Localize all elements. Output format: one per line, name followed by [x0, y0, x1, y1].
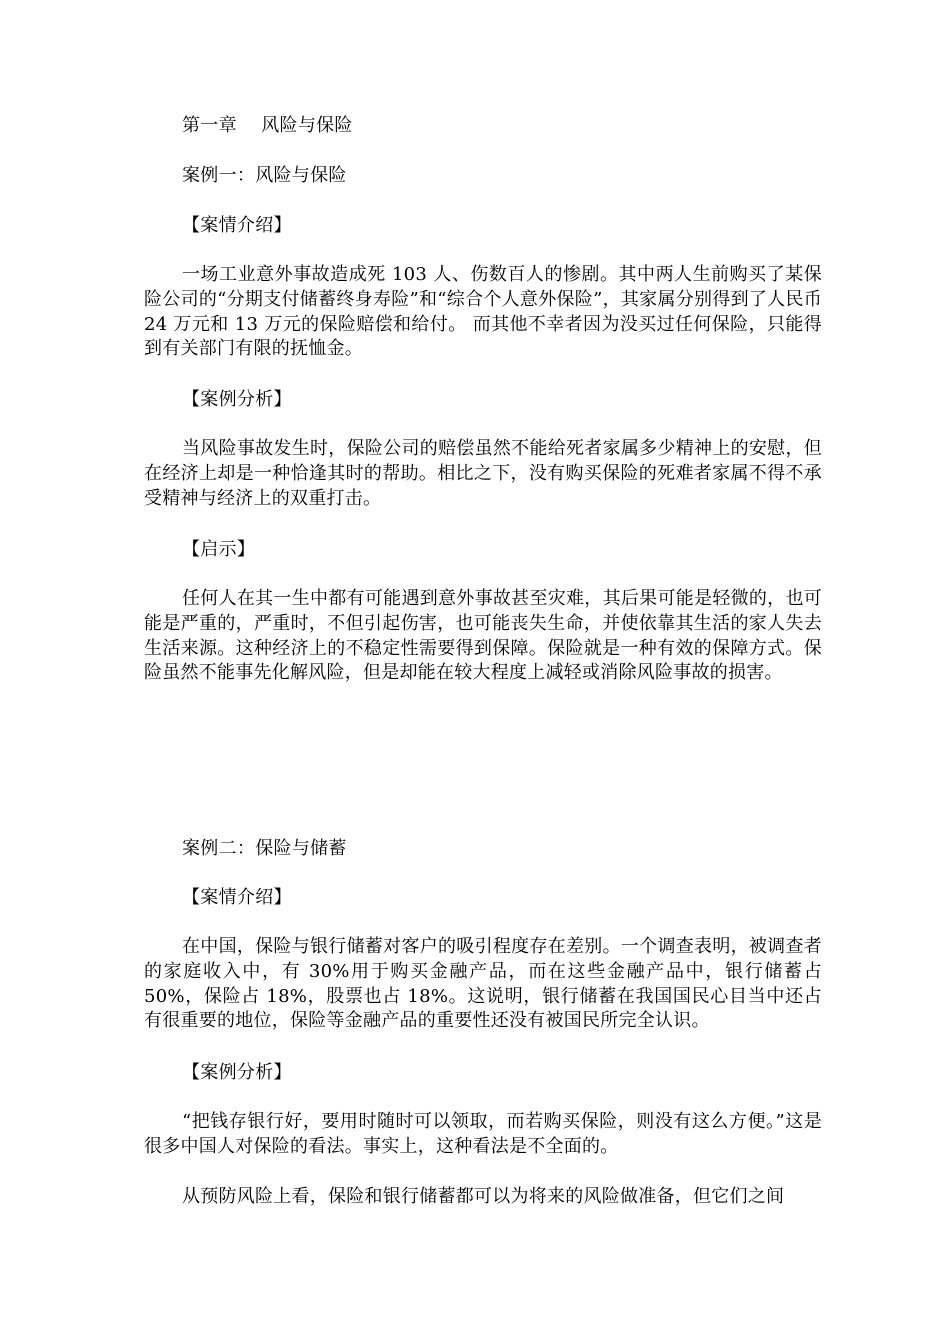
case1-intro-heading: 【案情介绍】 — [182, 215, 292, 236]
case1-insight-heading: 【启示】 — [182, 539, 256, 560]
case2-analysis-text: “把钱存银行好，要用时随时可以领取，而若购买保险，则没有这么方便。”这是很多中国人对保险的看法。事实上，这种看法是不全面的。 — [144, 1111, 822, 1157]
case1-analysis-text: 当风险事故发生时，保险公司的赔偿虽然不能给死者家属多少精神上的安慰，但在经济上却是一种恰逢其时的帮助。相比之下，没有购买保险的死难者家属不得不承受精神与经济上的双重打击。 — [144, 438, 822, 509]
case2-title: 案例二：保险与储蓄 — [182, 838, 347, 859]
case1-analysis-heading: 【案例分析】 — [182, 389, 292, 410]
case2-analysis-text-2: 从预防风险上看，保险和银行储蓄都可以为将来的风险做准备，但它们之间 — [182, 1186, 785, 1207]
case2-analysis-heading: 【案例分析】 — [182, 1062, 292, 1083]
case1-intro-text: 一场工业意外事故造成死 103 人、伤数百人的惨剧。其中两人生前购买了某保险公司的“分期支付储蓄终身寿险”和“综合个人意外保险”，其家属分别得到了人民币 24 万元和 13 万元的保险赔偿和给付。 而其他不幸者因为没买过任何保险，只能得到有关部门有限的抚恤金。 — [144, 264, 822, 360]
case1-title: 案例一：风险与保险 — [182, 165, 347, 186]
chapter-title: 第一章 风险与保险 — [182, 115, 353, 136]
case2-intro-heading: 【案情介绍】 — [182, 887, 292, 908]
case2-intro-text: 在中国，保险与银行储蓄对客户的吸引程度存在差别。一个调查表明，被调查者的家庭收入中，有 30%用于购买金融产品，而在这些金融产品中，银行储蓄占 50%，保险占 18%，股票也占 18%。这说明，银行储蓄在我国国民心目当中还占有很重要的地位，保险等金融产品的重要性还没有被国民所完全认识。 — [144, 936, 822, 1032]
case1-insight-text: 任何人在其一生中都有可能遇到意外事故甚至灾难，其后果可能是轻微的，也可能是严重的，严重时，不但引起伤害，也可能丧失生命，并使依靠其生活的家人失去生活来源。这种经济上的不稳定性需要得到保障。保险就是一种有效的保障方式。保险虽然不能事先化解风险，但是却能在较大程度上减轻或消除风险事故的损害。 — [144, 588, 822, 684]
